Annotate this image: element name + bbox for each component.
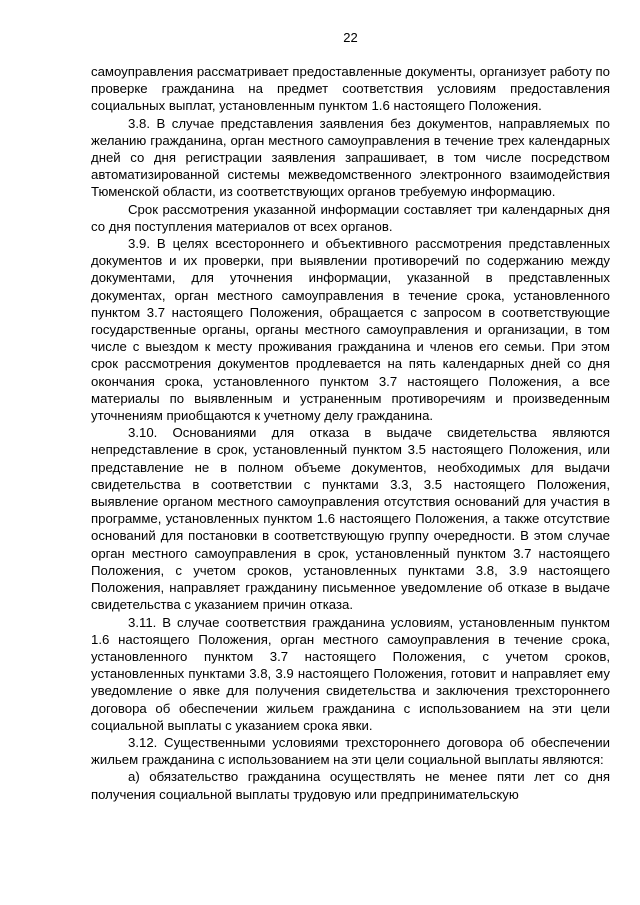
paragraph-review-term: Срок рассмотрения указанной информации составляет три календарных дня со дня поступления материалов от всех органов. [91, 201, 610, 234]
document-page [91, 30, 610, 803]
page-number: 22 [343, 30, 358, 45]
paragraph-3-12: 3.12. Существенными условиями трехстороннего договора об обеспечении жильем гражданина с использованием на эти цели социальной выплаты являются: [91, 734, 610, 768]
paragraph-item-a: а) обязательство гражданина осуществлять не менее пяти лет со дня получения социальной выплаты трудовую или предпринимательскую [91, 769, 610, 802]
paragraph-continuation: самоуправления рассматривает предоставленные документы, организует работу по проверке гражданина на предмет соответствия условиям предоставления социальных выплат, установленным пунктом 1.6 настоящего Положения. [91, 64, 610, 114]
paragraph-3-8: 3.8. В случае представления заявления без документов, направляемых по желанию гражданина, орган местного самоуправления в течение трех календарных дней со дня регистрации заявления запрашивает, в том числе посредством автоматизированной системы межведомственного электронного взаимодействия Тюменской области, из соответствующих органов требуемую информацию. [91, 115, 610, 200]
paragraph-3-9: 3.9. В целях всестороннего и объективного рассмотрения представленных документов и их проверки, при выявлении противоречий по содержанию между документами, для уточнения информации, указанной в представленных документах, орган местного самоуправления в течение срока, установленного пунктом 3.7 настоящего Положения, обращается с запросом в соответствующие государственные органы, органы местного самоуправления и организации, в том числе с выездом к месту проживания гражданина и членов его семьи. При этом срок рассмотрения документов продлевается на пять календарных дней со дня окончания срока, установленного пунктом 3.7 настоящего Положения, а все материалы по выявленным и устраненным противоречиям и произведенным уточнениям приобщаются к учетному делу гражданина. [91, 236, 610, 424]
paragraph-3-11: 3.11. В случае соответствия гражданина условиям, установленным пунктом 1.6 настоящего Положения, орган местного самоуправления в течение срока, установленного пунктом 3.7 настоящего Положения, с учетом сроков, установленных пунктами 3.8, 3.9 настоящего Положения, готовит и направляет ему уведомление о явке для получения свидетельства и заключения трехстороннего договора об обеспечении жильем гражданина с использованием на эти цели социальной выплаты с указанием срока явки. [91, 614, 610, 733]
paragraph-3-10: 3.10. Основаниями для отказа в выдаче свидетельства являются непредставление в срок, установленный пунктом 3.5 настоящего Положения, или представление не в полном объеме документов, необходимых для выдачи свидетельства в соответствии с пунктами 3.3, 3.5 настоящего Положения, выявление органом местного самоуправления отсутствия оснований для участия в программе, установленных пунктом 1.6 настоящего Положения, а также отсутствие оснований для постановки в соответствующую группу очередности. В этом случае орган местного самоуправления в срок, установленный пунктом 3.7 настоящего Положения, с учетом сроков, установленных пунктами 3.8, 3.9 настоящего Положения, направляет гражданину письменное уведомление об отказе в выдаче свидетельства с указанием причин отказа. [91, 425, 610, 613]
